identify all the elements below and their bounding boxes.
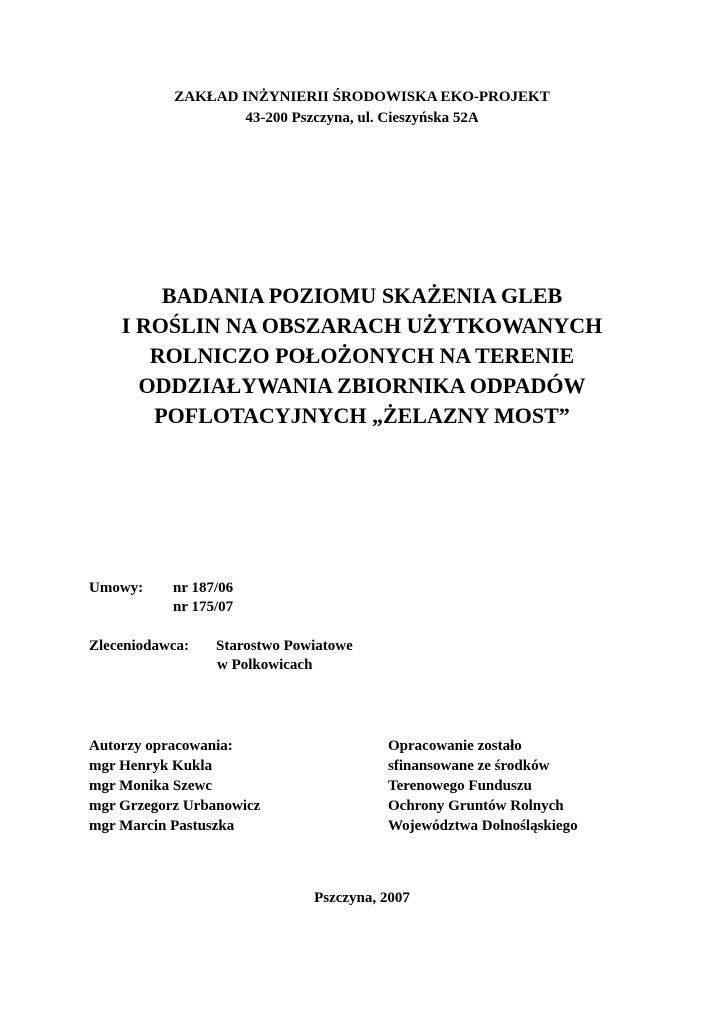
author-name: mgr Henryk Kukla bbox=[89, 758, 213, 774]
funding-line: Opracowanie zostało bbox=[388, 738, 522, 754]
title-line: BADANIA POZIOMU SKAŻENIA GLEB bbox=[161, 283, 563, 308]
funding-block bbox=[388, 736, 578, 836]
place-date: Pszczyna, 2007 bbox=[314, 890, 410, 906]
title-line: ODDZIAŁYWANIA ZBIORNIKA ODPADÓW bbox=[138, 373, 586, 398]
institution-name: ZAKŁAD INŻYNIERII ŚRODOWISKA EKO-PROJEKT bbox=[174, 89, 550, 105]
contract-number: nr 187/06 bbox=[173, 580, 234, 596]
client-line: w Polkowicach bbox=[217, 657, 313, 673]
funding-line: sfinansowane ze środków bbox=[388, 758, 550, 774]
author-name: mgr Grzegorz Urbanowicz bbox=[89, 798, 261, 814]
client-name bbox=[216, 637, 353, 675]
contracts-label: Umowy: bbox=[89, 580, 144, 596]
document-title bbox=[0, 281, 724, 431]
client-line: Starostwo Powiatowe bbox=[216, 638, 353, 654]
footer bbox=[0, 888, 724, 908]
contract-number: nr 175/07 bbox=[173, 599, 234, 615]
authors-heading: Autorzy opracowania: bbox=[89, 738, 233, 754]
title-line: ROLNICZO POŁOŻONYCH NA TERENIE bbox=[149, 343, 575, 368]
funding-line: Województwa Dolnośląskiego bbox=[388, 818, 578, 834]
funding-line: Ochrony Gruntów Rolnych bbox=[388, 798, 564, 814]
header bbox=[0, 87, 724, 129]
title-line: I ROŚLIN NA OBSZARACH UŻYTKOWANYCH bbox=[121, 313, 603, 338]
funding-line: Terenowego Funduszu bbox=[388, 778, 532, 794]
author-name: mgr Monika Szewc bbox=[89, 778, 213, 794]
title-line: POFLOTACYJNYCH „ŻELAZNY MOST” bbox=[154, 403, 570, 428]
institution-address: 43-200 Pszczyna, ul. Cieszyńska 52A bbox=[245, 110, 479, 126]
client-label: Zleceniodawca: bbox=[89, 638, 189, 654]
authors-block bbox=[89, 736, 260, 836]
author-name: mgr Marcin Pastuszka bbox=[89, 818, 235, 834]
contracts-numbers bbox=[173, 579, 233, 617]
